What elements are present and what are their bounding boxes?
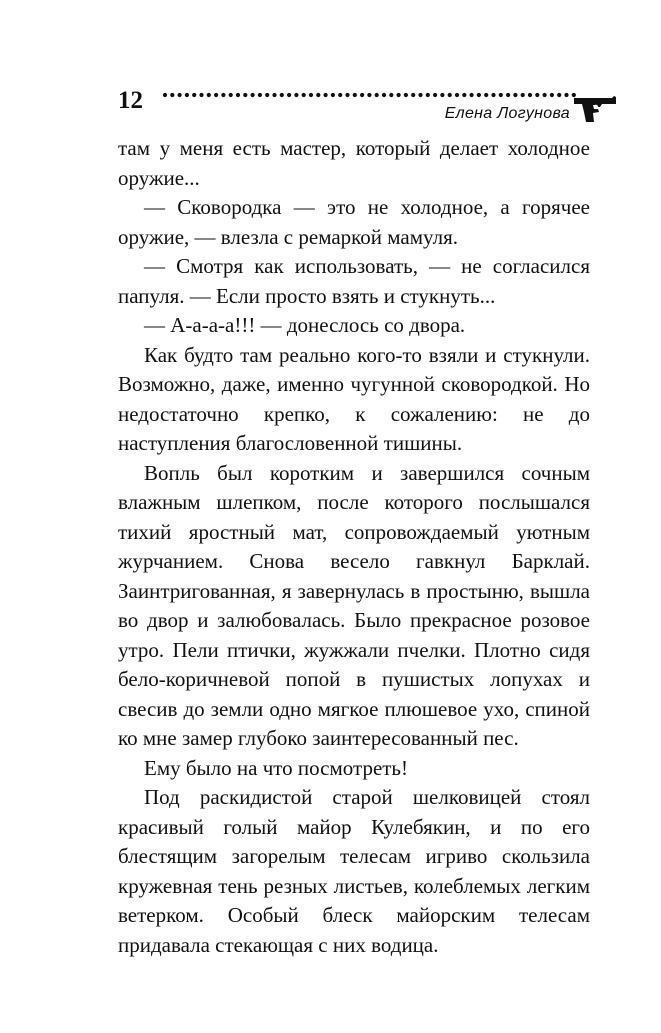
paragraph: Как будто там реально кого-то взяли и стукнули. Возможно, даже, именно чугунной сковородкой. Но недостаточно крепко, к сожалению: не до наступления благословенной тишины. xyxy=(118,342,590,455)
running-header xyxy=(118,86,618,126)
paragraph: — Смотря как использовать, — не согласился папуля. — Если просто взять и стукнуть... xyxy=(118,254,590,308)
paragraph: там у меня есть мастер, который делает холодное оружие... xyxy=(118,136,590,190)
revolver-icon xyxy=(572,94,618,124)
paragraph: Ему было на что посмотреть! xyxy=(144,755,409,780)
paragraph: — А-а-а-а!!! — донеслось со двора. xyxy=(144,313,466,337)
page-number: 12 xyxy=(118,87,143,114)
body-text xyxy=(118,134,590,960)
dotted-rule xyxy=(162,86,578,100)
author-name: Елена Логунова xyxy=(444,105,570,122)
paragraph: — Сковородка — это не холодное, а горячее оружие, — влезла с ремаркой мамуля. xyxy=(118,195,590,249)
paragraph: Вопль был коротким и завершился сочным влажным шлепком, после которого послышался тихий яростный мат, сопровождаемый уютным журчанием. Снова весело гавкнул Барклай. Заинтригованная, я завернулась в простыню, вышла во двор и залюбовалась. Было прекрасное розовое утро. Пели птички, жужжали пчелки. Плотно сидя бело-коричневой попой в пушистых лопухах и свесив до земли одно мягкое плюшевое ухо, спиной ко мне замер глубоко заинтересованный пес. xyxy=(118,460,590,750)
paragraph: Под раскидистой старой шелковицей стоял красивый голый майор Кулебякин, и по его блестящим загорелым телесам игриво скользила кружевная тень резных листьев, колеблемых легким ветерком. Особый блеск майорским телесам придавала стекающая с них водица. xyxy=(118,785,590,957)
